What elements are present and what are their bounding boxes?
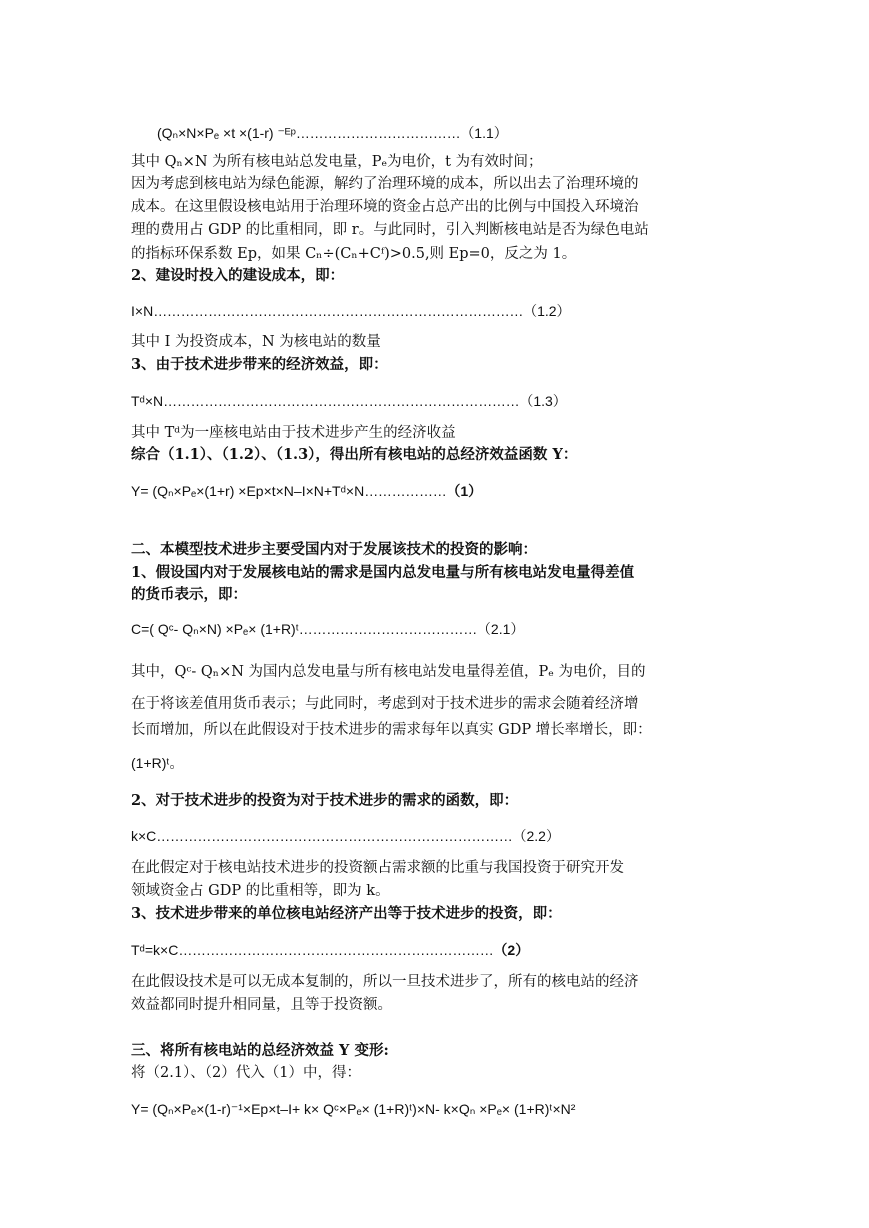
paragraph-line: 将（2.1）、（2）代入（1）中，得： — [131, 1065, 362, 1081]
paragraph-line: 理的费用占 GDP 的比重相同，即 r。与此同时，引入判断核电站是否为绿色电站 — [131, 222, 649, 238]
paragraph-line: 其中 I 为投资成本，N 为核电站的数量 — [131, 334, 381, 350]
paragraph-line: (1+R)ᵗ。 — [131, 755, 184, 771]
formula-2-expr: Tᵈ=k×C — [131, 942, 179, 958]
section-3-heading: 三、将所有核电站的总经济效益 Y 变形: — [131, 1042, 389, 1059]
paragraph-line: 在于将该差值用货币表示；与此同时，考虑到对于技术进步的需求会随着经济增 — [131, 696, 639, 712]
paragraph-line: 成本。在这里假设核电站用于治理环境的资金占总产出的比例与中国投入环境治 — [131, 199, 639, 215]
formula-1-1-dots: ……………………………… — [295, 125, 461, 141]
heading-tech-benefit: 3、由于技术进步带来的经济效益，即： — [131, 356, 388, 373]
formula-1-2-expr: I×N — [131, 303, 154, 319]
formula-1-dots: ……………… — [364, 483, 447, 499]
formula-1-2-tag: （1.2） — [523, 303, 571, 319]
formula-1-3 — [131, 391, 741, 411]
formula-1-3-expr: Tᵈ×N — [131, 393, 164, 409]
formula-2-2-dots: …………………………………………………………………… — [156, 828, 513, 844]
formula-2-1-dots: ………………………………… — [298, 621, 477, 637]
formula-1-tag: （1） — [446, 483, 483, 499]
formula-1-1 — [157, 123, 767, 143]
heading-unit-output: 3、技术进步带来的单位核电站经济产出等于技术进步的投资，即： — [131, 905, 562, 922]
formula-2-1-tag: （2.1） — [476, 621, 525, 637]
heading-construction-cost: 2、建设时投入的建设成本，即： — [131, 267, 345, 284]
paragraph-line: 的指标环保系数 Ep，如果 Cₙ÷(Cₙ+Cᶠ)>0.5,则 Ep=0，反之为 1。 — [131, 246, 577, 262]
formula-1-expr: Y= (Qₙ×Pₑ×(1+r) ×Ep×t×N–I×N+Tᵈ×N — [131, 483, 365, 499]
paragraph-line: 其中 Tᵈ为一座核电站由于技术进步产生的经济收益 — [131, 425, 456, 441]
formula-1 — [131, 481, 741, 501]
paragraph-line: 效益都同时提升相同量，且等于投资额。 — [131, 997, 392, 1013]
formula-1-3-tag: （1.3） — [519, 393, 567, 409]
formula-1-2 — [131, 301, 741, 321]
formula-2-2-expr: k×C — [131, 828, 157, 844]
paragraph-line: 因为考虑到核电站为绿色能源，解约了治理环境的成本，所以出去了治理环境的 — [131, 176, 639, 192]
formula-2-dots: …………………………………………………………… — [178, 942, 494, 958]
heading-line: 1、假设国内对于发展核电站的需求是国内总发电量与所有核电站发电量得差值 — [131, 564, 635, 581]
formula-2-2-tag: （2.2） — [512, 828, 560, 844]
formula-2-2 — [131, 826, 741, 846]
heading-summary: 综合（1.1）、（1.2）、（1.3），得出所有核电站的总经济效益函数 Y： — [131, 446, 578, 463]
paragraph-line: 长而增加，所以在此假设对于技术进步的需求每年以真实 GDP 增长率增长，即： — [131, 722, 652, 738]
formula-2-1 — [131, 619, 741, 639]
section-2-heading: 二、本模型技术进步主要受国内对于发展该技术的投资的影响： — [131, 541, 537, 558]
formula-1-2-dots: ……………………………………………………………………… — [153, 303, 524, 319]
formula-2-tag: （2） — [493, 942, 530, 958]
heading-investment-function: 2、对于技术进步的投资为对于技术进步的需求的函数，即： — [131, 792, 519, 809]
formula-1-3-dots: …………………………………………………………………… — [163, 393, 520, 409]
paragraph-line: 在此假定对于核电站技术进步的投资额占需求额的比重与我国投资于研究开发 — [131, 860, 624, 876]
paragraph-line: 领域资金占 GDP 的比重相等，即为 k。 — [131, 883, 390, 899]
paragraph-line: 其中 Qₙ×N 为所有核电站总发电量，Pₑ为电价，t 为有效时间； — [131, 154, 543, 170]
formula-2 — [131, 940, 741, 960]
paragraph-line: 其中，Qᶜ- Qₙ×N 为国内总发电量与所有核电站发电量得差值，Pₑ 为电价，目的 — [131, 664, 646, 680]
formula-1-1-expr: (Qₙ×N×Pₑ ×t ×(1-r) ⁻ᴱᵖ — [157, 125, 296, 141]
heading-line: 的货币表示，即： — [131, 586, 247, 603]
formula-final: Y= (Qₙ×Pₑ×(1-r)⁻¹×Ep×t–I+ k× Qᶜ×Pₑ× (1+R)ᵗ)×N- k×Qₙ ×Pₑ× (1+R)ᵗ×N² — [131, 1101, 576, 1117]
formula-2-1-expr: C=( Qᶜ- Qₙ×N) ×Pₑ× (1+R)ᵗ — [131, 621, 299, 637]
paragraph-line: 在此假设技术是可以无成本复制的，所以一旦技术进步了，所有的核电站的经济 — [131, 974, 639, 990]
formula-1-1-tag: （1.1） — [460, 125, 508, 141]
